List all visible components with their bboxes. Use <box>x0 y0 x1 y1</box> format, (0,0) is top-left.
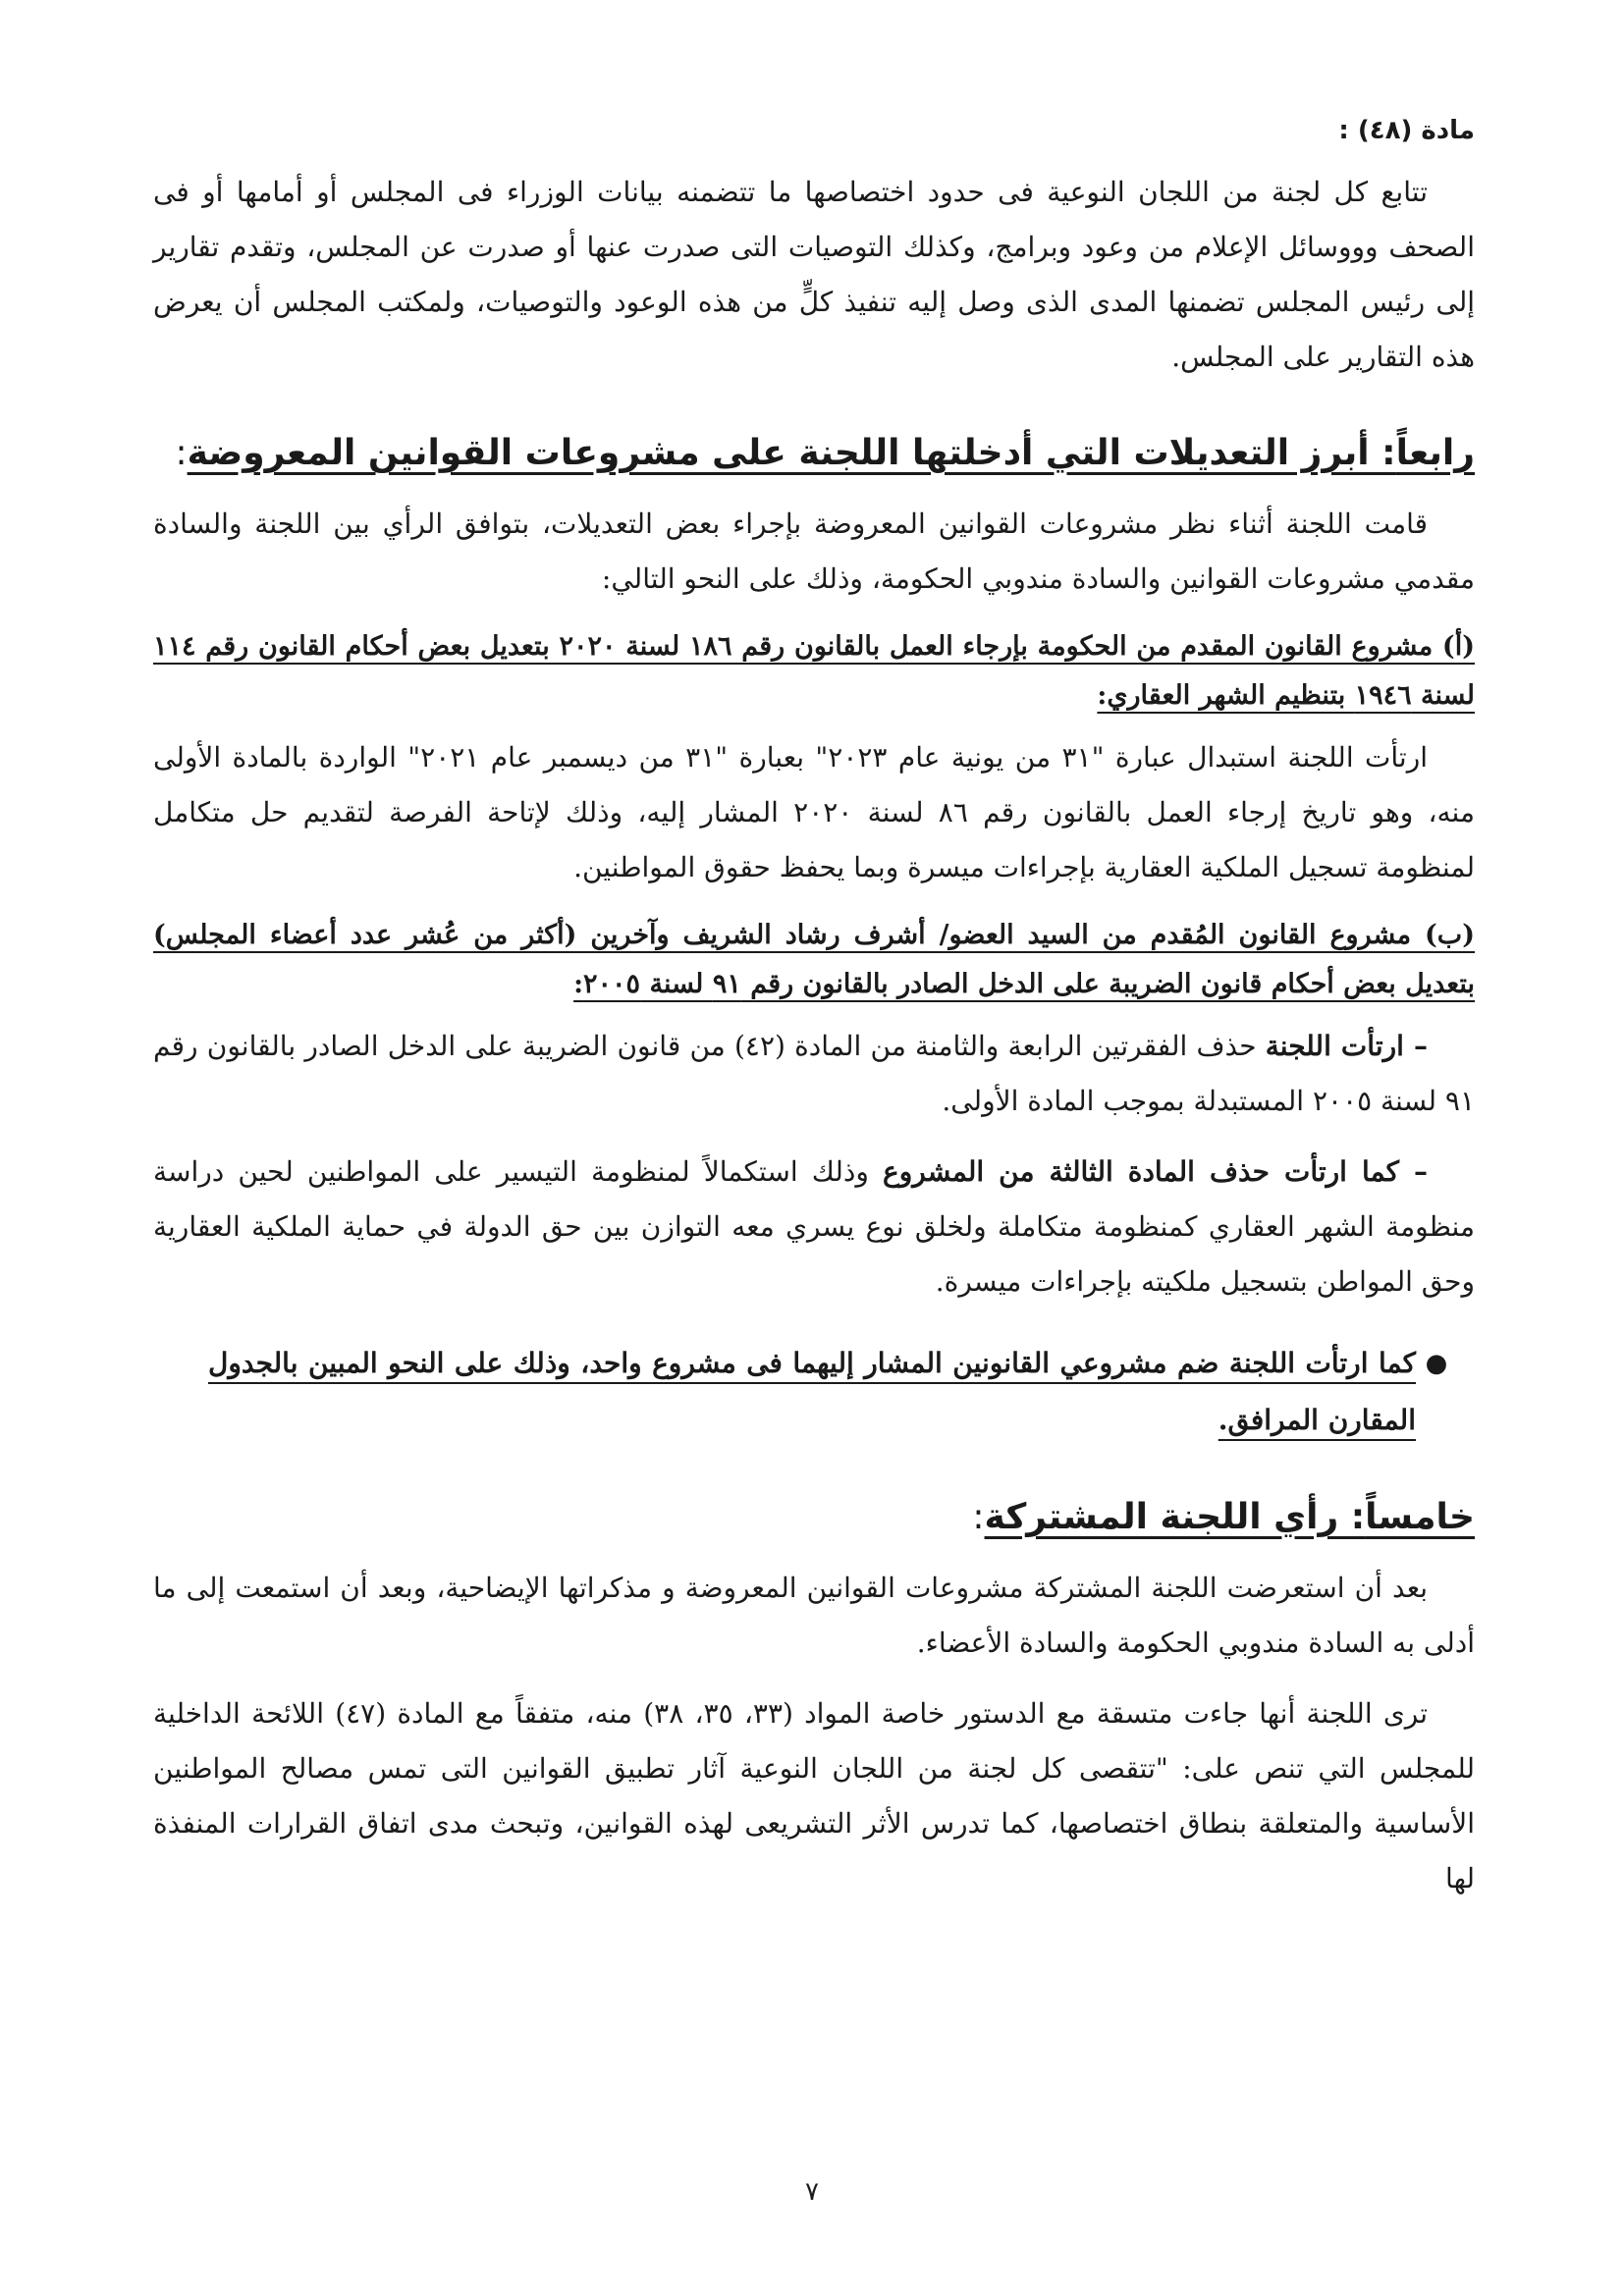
section-5-title-rest: : رأي اللجنة المشتركة <box>984 1497 1366 1537</box>
section-5-title: خامساً <box>1365 1497 1475 1537</box>
section-4-intro: قامت اللجنة أثناء نظر مشروعات القوانين المعروضة بإجراء بعض التعديلات، بتوافق الرأي بين اللجنة والسادة مقدمي مشروعات القوانين والسادة مندوبي الحكومة، وذلك على النحو التالي: <box>153 507 1475 595</box>
article-48-heading: مادة (٤٨) : <box>1338 116 1475 145</box>
sub-b-item-2 <box>153 1145 1475 1309</box>
page-number: ٧ <box>805 2177 819 2207</box>
sub-a-heading-text: (أ) مشروع القانون المقدم من الحكومة بإرجاء العمل بالقانون رقم ١٨٦ لسنة ٢٠٢٠ بتعديل بعض أحكام القانون رقم ١١٤ لسنة ١٩٤٦ بتنظيم الشهر العقاري: <box>153 631 1475 711</box>
section-4-heading <box>153 424 1475 483</box>
bullet-item <box>208 1335 1457 1449</box>
sub-b-heading-text: (ب) مشروع القانون المُقدم من السيد العضو/ أشرف رشاد الشريف وآخرين (أكثر من عُشر عدد أعضاء المجلس) بتعديل بعض أحكام قانون الضريبة على الدخل الصادر بالقانون رقم ٩١ لسنة ٢٠٠٥: <box>153 920 1475 999</box>
bullet-dot-icon: ● <box>1425 1349 1448 1378</box>
sub-b-heading <box>153 911 1475 1009</box>
section-5-title-end: : <box>972 1497 985 1537</box>
sub-b-item-2-lead: – كما ارتأت حذف المادة الثالثة من المشروع <box>883 1155 1428 1188</box>
sub-b-item-1 <box>153 1019 1475 1129</box>
section-4-title-end: : <box>175 433 188 473</box>
section-5-para-1: بعد أن استعرضت اللجنة المشتركة مشروعات القوانين المعروضة و مذكراتها الإيضاحية، وبعد أن استمعت إلى ما أدلى به السادة مندوبي الحكومة والسادة الأعضاء. <box>153 1572 1475 1659</box>
document-page <box>153 116 1475 1922</box>
sub-b-item-1-lead: – ارتأت اللجنة <box>1265 1030 1428 1062</box>
bullet-text-content: كما ارتأت اللجنة ضم مشروعي القانونين المشار إليهما فى مشروع واحد، وذلك على النحو المبين بالجدول المقارن المرافق. <box>208 1347 1416 1436</box>
sub-b-item-1-text: حذف الفقرتين الرابعة والثامنة من المادة (٤٢) من قانون الضريبة على الدخل الصادر بالقانون رقم ٩١ لسنة ٢٠٠٥ المستبدلة بموجب المادة الأولى. <box>153 1030 1475 1117</box>
sub-a-heading <box>153 622 1475 721</box>
section-4-title: رابعاً <box>1395 433 1475 473</box>
article-48-text: تتابع كل لجنة من اللجان النوعية فى حدود اختصاصها ما تتضمنه بيانات الوزراء فى المجلس أو أمامها أو فى الصحف وووسائل الإعلام من وعود وبرامج، وكذلك التوصيات التى صدرت عنها أو صدرت عن المجلس، وتقدم تقارير إلى رئيس المجلس تضمنها المدى الذى وصل إليه تنفيذ كلٍّ من هذه الوعود والتوصيات، ولمكتب المجلس أن يعرض هذه التقارير على المجلس. <box>153 176 1475 373</box>
bullet-text <box>208 1335 1416 1449</box>
sub-b-item-2-text: وذلك استكمالاً لمنظومة التيسير على المواطنين لحين دراسة منظومة الشهر العقاري كمنظومة متكاملة ولخلق نوع يسري معه التوازن بين حق الدولة في حماية الملكية العقارية وحق المواطن بتسجيل ملكيته بإجراءات ميسرة. <box>153 1155 1475 1298</box>
sub-a-text: ارتأت اللجنة استبدال عبارة "٣١ من يونية عام ٢٠٢٣" بعبارة "٣١ من ديسمبر عام ٢٠٢١" الواردة بالمادة الأولى منه، وهو تاريخ إرجاء العمل بالقانون رقم ٨٦ لسنة ٢٠٢٠ المشار إليه، وذلك لإتاحة الفرصة لتقديم حل متكامل لمنظومة تسجيل الملكية العقارية بإجراءات ميسرة وبما يحفظ حقوق المواطنين. <box>153 741 1475 883</box>
section-5-para-2: ترى اللجنة أنها جاءت متسقة مع الدستور خاصة المواد (٣٣، ٣٥، ٣٨) منه، متفقاً مع المادة (٤٧) اللائحة الداخلية للمجلس التي تنص على: "تتقصى كل لجنة من اللجان النوعية آثار تطبيق القوانين التى تمس مصالح المواطنين الأساسية والمتعلقة بنطاق اختصاصها، كما تدرس الأثر التشريعى لهذه القوانين، وتبحث مدى اتفاق القرارات المنفذة لها <box>153 1697 1475 1895</box>
section-4-title-rest: : أبرز التعديلات التي أدخلتها اللجنة على مشروعات القوانين المعروضة <box>187 433 1396 473</box>
section-5-heading <box>153 1488 1475 1547</box>
